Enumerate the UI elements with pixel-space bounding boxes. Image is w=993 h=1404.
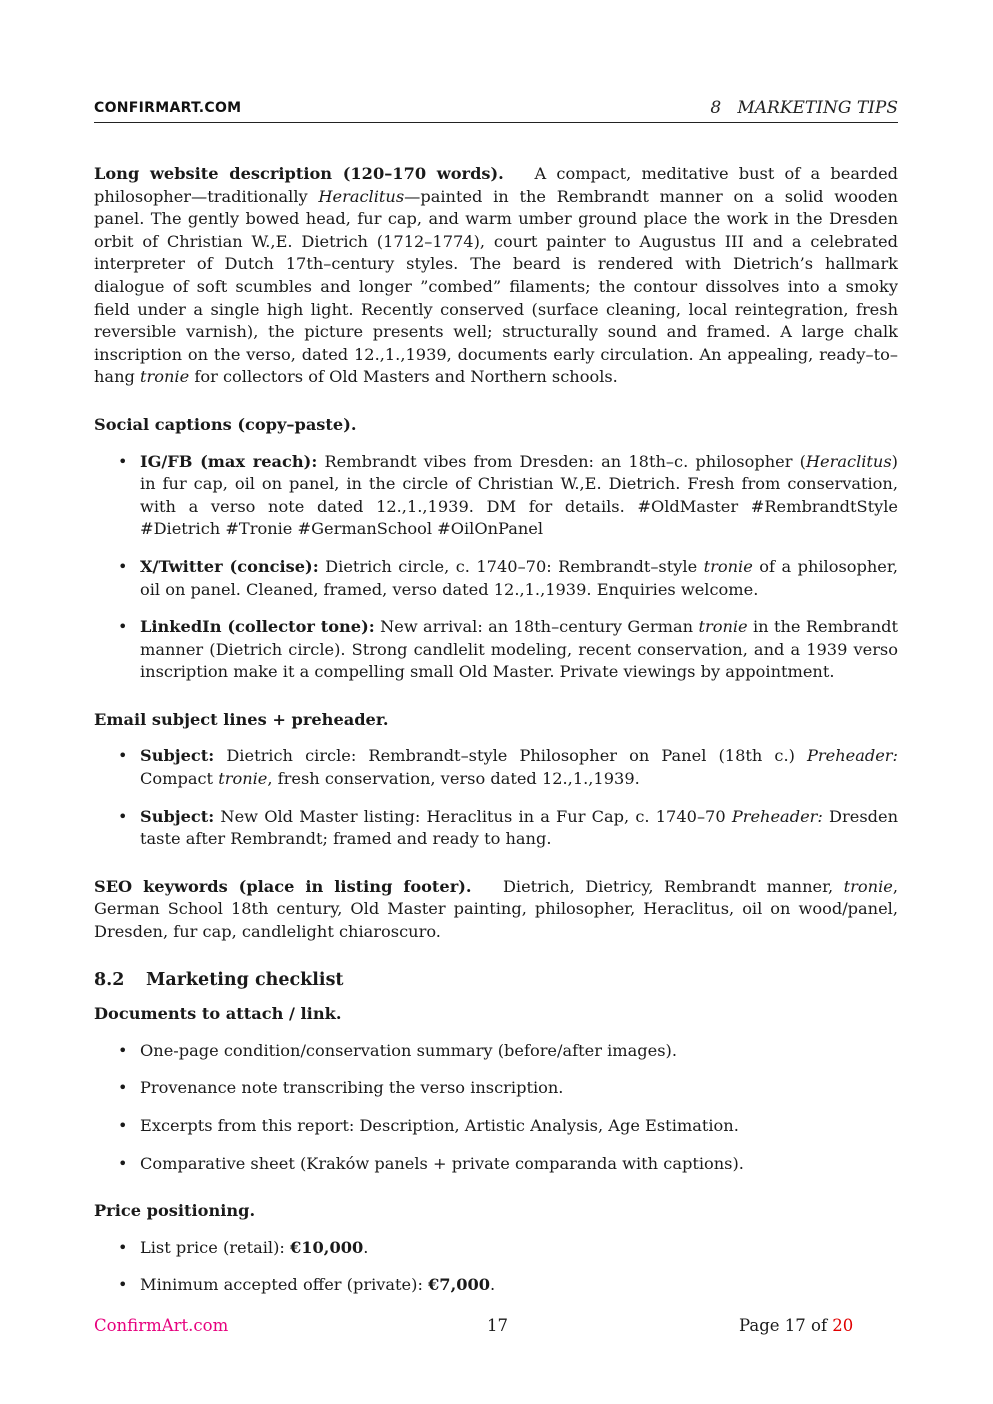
min-offer-label: Minimum accepted offer (private): xyxy=(140,1275,429,1295)
social-captions-heading: Social captions (copy–paste). xyxy=(94,414,357,434)
page-footer xyxy=(94,1316,898,1338)
ig-caption-text: Rembrandt vibes from Dresden: an 18th–c. philosopher ( xyxy=(317,451,806,471)
list-price-period: . xyxy=(363,1237,369,1257)
long-description-text: A compact, meditative bust of a bearded philosopher—traditionally xyxy=(94,164,899,206)
seo-paragraph xyxy=(94,876,898,944)
list-item xyxy=(94,616,898,684)
x-caption-label: X/Twitter (concise): xyxy=(140,556,319,576)
seo-heading: SEO keywords (place in listing footer). xyxy=(94,876,472,896)
footer-page-total-link[interactable]: 20 xyxy=(832,1316,854,1335)
min-offer-value: €7,000 xyxy=(428,1275,490,1295)
email-heading: Email subject lines + preheader. xyxy=(94,709,389,729)
page-body xyxy=(94,163,898,1297)
header-section-title: 8 MARKETING TIPS xyxy=(710,98,898,118)
ig-caption-text-2: ) in fur cap, oil on panel, in the circle of Christian W.,E. Dietrich. Fresh from conservation, with a verso note dated 12.,1.,1939. DM for details. #OldMaster #RembrandtStyle #Dietrich #Tronie #GermanSchool #OilOnPanel xyxy=(140,451,898,539)
email-list xyxy=(94,745,898,850)
list-item xyxy=(94,745,898,790)
linkedin-caption-italic: tronie xyxy=(698,617,748,637)
long-description-text-3: for collectors of Old Masters and Northern schools. xyxy=(189,367,618,387)
footer-page-label: Page 17 of xyxy=(739,1316,833,1335)
documents-list xyxy=(94,1040,898,1175)
list-item xyxy=(94,1237,898,1260)
seo-italic: tronie xyxy=(843,876,893,896)
x-caption-text: Dietrich circle, c. 1740–70: Rembrandt–style xyxy=(318,556,704,576)
email-preheader-italic: tronie xyxy=(218,769,268,789)
documents-heading: Documents to attach / link. xyxy=(94,1004,342,1024)
section-number: 8.2 xyxy=(94,969,125,990)
email-subject-label: Subject: xyxy=(140,746,215,766)
seo-text-2: , German School 18th century, Old Master painting, philosopher, Heraclitus, oil on wood/panel, Dresden, fur cap, candlelight chiaroscuro. xyxy=(94,876,898,942)
email-subject-label: Subject: xyxy=(140,806,215,826)
list-item: • One-page condition/conservation summary (before/after images). xyxy=(94,1040,898,1063)
email-subject-text: Dietrich circle: Rembrandt–style Philosopher on Panel (18th c.) xyxy=(214,746,807,766)
list-item xyxy=(94,806,898,851)
list-item: • Provenance note transcribing the verso inscription. xyxy=(94,1077,898,1100)
long-description-heading: Long website description (120–170 words). xyxy=(94,164,504,183)
list-item xyxy=(94,451,898,541)
linkedin-caption-text: New arrival: an 18th–century German xyxy=(374,617,699,637)
list-price-value: €10,000 xyxy=(290,1237,364,1257)
email-preheader-label: Preheader: xyxy=(731,806,823,826)
list-item: • Comparative sheet (Kraków panels + private comparanda with captions). xyxy=(94,1153,898,1176)
section-heading xyxy=(94,969,898,992)
linkedin-caption-label: LinkedIn (collector tone): xyxy=(140,617,375,637)
ig-caption-italic: Heraclitus xyxy=(805,451,892,471)
list-item xyxy=(94,1274,898,1297)
long-description-paragraph xyxy=(94,163,898,389)
header-logo: CONFIRMART.COM xyxy=(94,100,242,116)
long-description-italic-2: tronie xyxy=(140,367,190,387)
footer-site-link[interactable]: ConfirmArt.com xyxy=(94,1316,229,1335)
x-caption-text-2: of a philosopher, oil on panel. Cleaned, framed, verso dated 12.,1.,1939. Enquiries welcome. xyxy=(140,556,898,599)
email-preheader-text-2: , fresh conservation, verso dated 12.,1.,1939. xyxy=(267,769,640,789)
footer-page-count xyxy=(739,1316,853,1335)
list-item: • Excerpts from this report: Description, Artistic Analysis, Age Estimation. xyxy=(94,1115,898,1138)
x-caption-italic: tronie xyxy=(703,556,753,576)
long-description-italic-1: Heraclitus xyxy=(318,186,405,206)
linkedin-caption-text-2: in the Rembrandt manner (Dietrich circle). Strong candlelit modeling, recent conservation, and a 1939 verso inscription make it a compelling small Old Master. Private viewings by appointment. xyxy=(140,617,898,682)
price-list xyxy=(94,1237,898,1297)
email-preheader-label: Preheader: xyxy=(807,746,898,766)
long-description-text-2: —painted in the Rembrandt manner on a solid wooden panel. The gently bowed head, fur cap, and warm umber ground place the work in the Dresden orbit of Christian W.,E. Dietrich (1712–1774), court painter to Augustus III and a celebrated interpreter of Dutch 17th–century styles. The beard is rendered with Dietrich’s hallmark dialogue of soft scumbles and longer ”combed” filaments; the contour dissolves into a smoky field under a single high light. Recently conserved (surface cleaning, local reintegration, fresh reversible varnish), the picture presents well; structurally sound and framed. A large chalk inscription on the verso, dated 12.,1.,1939, documents early circulation. An appealing, ready–to–hang xyxy=(94,186,898,387)
list-price-label: List price (retail): xyxy=(140,1237,291,1257)
page-header xyxy=(94,98,898,123)
email-preheader-text: Compact xyxy=(140,769,219,789)
social-captions-list xyxy=(94,451,898,684)
email-preheader-text: Dresden taste after Rembrandt; framed and ready to hang. xyxy=(140,806,898,849)
footer-page-number: 17 xyxy=(487,1316,508,1335)
price-heading: Price positioning. xyxy=(94,1201,256,1221)
list-item xyxy=(94,556,898,601)
min-offer-period: . xyxy=(490,1275,496,1295)
ig-caption-label: IG/FB (max reach): xyxy=(140,451,318,471)
seo-text: Dietrich, Dietricy, Rembrandt manner, xyxy=(502,876,844,896)
section-title: Marketing checklist xyxy=(146,969,344,990)
email-subject-text: New Old Master listing: Heraclitus in a Fur Cap, c. 1740–70 xyxy=(214,806,732,826)
